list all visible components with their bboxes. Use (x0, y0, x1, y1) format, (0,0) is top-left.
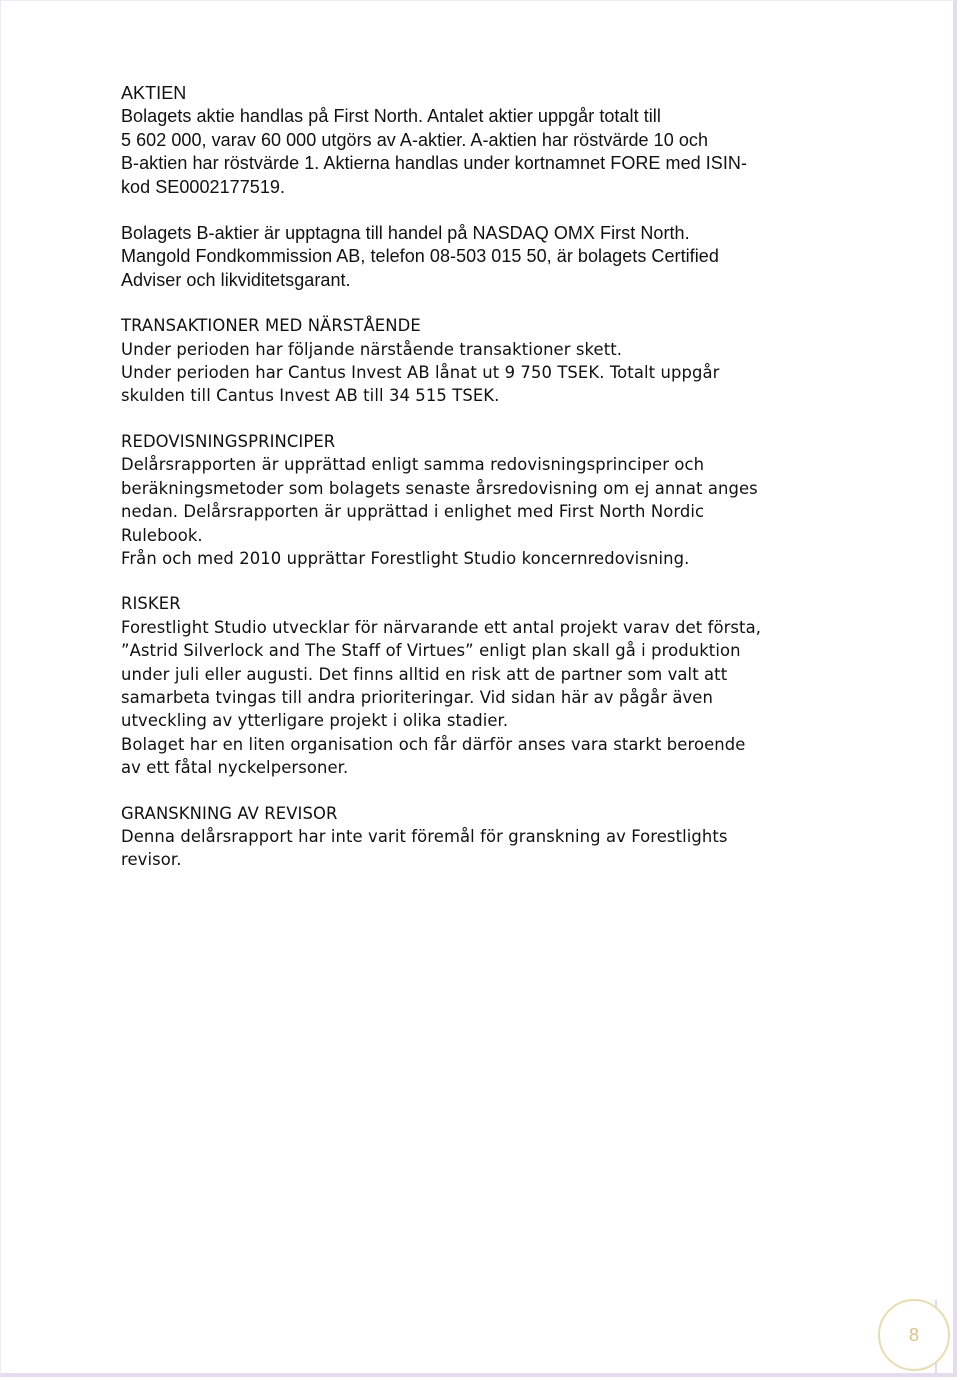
section-heading: GRANSKNING AV REVISOR (121, 803, 338, 823)
text-line: Bolaget har en liten organisation och får därför anses vara starkt beroende (121, 734, 746, 754)
page-number: 8 (908, 1325, 919, 1345)
text-line: revisor. (121, 850, 182, 870)
text-line: Adviser och likviditetsgarant. (121, 269, 351, 290)
text-line: under juli eller augusti. Det finns alltid en risk att de partner som valt att (121, 664, 728, 684)
text-line: Under perioden har Cantus Invest AB lånat ut 9 750 TSEK. Totalt uppgår (121, 363, 720, 383)
text-line: Bolagets aktie handlas på First North. Antalet aktier uppgår totalt till (121, 106, 661, 127)
text-line: B-aktien har röstvärde 1. Aktierna handlas under kortnamnet FORE med ISIN- (121, 153, 747, 174)
text-line: Delårsrapporten är upprättad enligt samma redovisningsprinciper och (121, 455, 705, 475)
page-number-badge (878, 1299, 950, 1371)
section-heading: AKTIEN (121, 83, 187, 103)
text-line: skulden till Cantus Invest AB till 34 515 TSEK. (121, 386, 500, 406)
text-line: utveckling av ytterligare projekt i olika stadier. (121, 711, 509, 731)
text-line: Från och med 2010 upprättar Forestlight Studio koncernredovisning. (121, 548, 690, 568)
text-line: Rulebook. (121, 525, 203, 545)
text-line: 5 602 000, varav 60 000 utgörs av A-aktier. A-aktien har röstvärde 10 och (121, 129, 709, 150)
text-line: kod SE0002177519. (121, 176, 285, 197)
section-heading: REDOVISNINGSPRINCIPER (121, 431, 336, 451)
text-line: av ett fåtal nyckelpersoner. (121, 758, 349, 778)
section-heading: TRANSAKTIONER MED NÄRSTÅENDE (121, 316, 421, 336)
section-granskning (121, 802, 841, 872)
text-line: Bolagets B-aktier är upptagna till handel på NASDAQ OMX First North. (121, 223, 690, 244)
section-redovisningsprinciper (121, 430, 841, 570)
text-line: Under perioden har följande närstående transaktioner skett. (121, 339, 623, 359)
text-line: beräkningsmetoder som bolagets senaste årsredovisning om ej annat anges (121, 478, 758, 498)
section-aktien (121, 82, 841, 292)
section-risker (121, 592, 841, 779)
document-body (121, 82, 841, 894)
text-line: Forestlight Studio utvecklar för närvarande ett antal projekt varav det första, (121, 617, 762, 637)
text-line: Denna delårsrapport har inte varit föremål för granskning av Forestlights (121, 826, 728, 846)
text-line: ”Astrid Silverlock and The Staff of Virtues” enligt plan skall gå i produktion (121, 641, 741, 661)
text-line: nedan. Delårsrapporten är upprättad i enlighet med First North Nordic (121, 502, 705, 522)
text-line: Mangold Fondkommission AB, telefon 08-503 015 50, är bolagets Certified (121, 246, 719, 267)
text-line: samarbeta tvingas till andra prioriteringar. Vid sidan här av pågår även (121, 687, 713, 707)
section-heading: RISKER (121, 594, 181, 614)
section-transaktioner (121, 314, 841, 408)
